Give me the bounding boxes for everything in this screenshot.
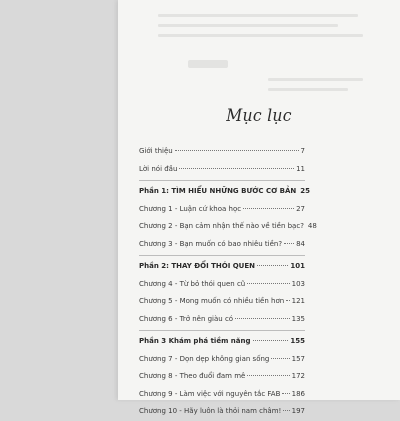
toc-chapter-page: 172 [291, 372, 305, 380]
leader-dots [243, 208, 294, 209]
leader-dots [282, 393, 289, 394]
toc-title: Mục lục [226, 106, 292, 126]
toc-part-label: Phần 3 Khám phá tiềm năng [139, 337, 251, 345]
leader-dots [175, 150, 299, 151]
toc-chapter-label: Chương 1 - Luận cứ khoa học [139, 204, 242, 213]
section-divider [139, 180, 305, 181]
toc-chapter-8[interactable] [139, 368, 305, 386]
leader-dots [247, 283, 289, 284]
toc-chapter-label: Chương 2 - Bạn cảm nhận thế nào về tiền bạc? [139, 222, 304, 230]
toc-chapter-2[interactable] [139, 218, 317, 236]
toc-chapter-page: 186 [291, 389, 305, 398]
toc-chapter-label: Chương 7 - Dọn dẹp không gian sống [139, 354, 270, 363]
toc-chapter-4[interactable] [139, 276, 305, 294]
section-divider [139, 330, 305, 331]
toc-chapter-page: 121 [291, 297, 305, 305]
toc-chapter-page: 48 [307, 222, 317, 230]
toc-entry-page: 11 [296, 164, 305, 173]
leader-dots [283, 410, 289, 411]
toc-entry-label: Lời nói đầu [139, 164, 178, 173]
toc-entry-label: Giới thiệu [139, 147, 173, 155]
toc-part-page: 25 [300, 187, 311, 195]
toc-chapter-page: 27 [296, 204, 305, 213]
toc-entry-page: 7 [300, 147, 305, 155]
toc-chapter-label: Chương 3 - Bạn muốn có bao nhiêu tiền? [139, 239, 283, 248]
toc-chapter-10[interactable] [139, 403, 305, 421]
toc-chapter-page: 197 [291, 407, 305, 415]
toc-chapter-3[interactable] [139, 236, 305, 254]
toc-chapter-label: Chương 9 - Làm việc với nguyên tắc FAB [139, 389, 281, 398]
toc-part-3[interactable] [139, 333, 305, 351]
toc-chapter-1[interactable] [139, 201, 305, 219]
leader-dots [253, 340, 289, 341]
toc-part-page: 101 [290, 262, 305, 270]
leader-dots [284, 243, 294, 244]
toc-entry-foreword[interactable] [139, 161, 305, 179]
toc-chapter-label: Chương 8 - Theo đuổi đam mê [139, 372, 246, 380]
toc-part-page: 155 [290, 337, 305, 345]
toc-chapter-7[interactable] [139, 351, 305, 369]
toc-part-label: Phần 2: THAY ĐỔI THÓI QUEN [139, 262, 256, 270]
toc-chapter-label: Chương 5 - Mong muốn có nhiều tiền hơn [139, 297, 285, 305]
toc-chapter-5[interactable] [139, 293, 305, 311]
toc-chapter-6[interactable] [139, 311, 305, 329]
toc-entry-intro[interactable] [139, 143, 305, 161]
toc-part-2[interactable] [139, 258, 305, 276]
toc-chapter-page: 103 [291, 279, 305, 288]
leader-dots [286, 300, 289, 301]
toc-chapter-9[interactable] [139, 386, 305, 404]
toc-chapter-label: Chương 4 - Từ bỏ thói quen cũ [139, 279, 246, 288]
book-page [118, 0, 400, 415]
toc-part-1[interactable] [139, 183, 311, 201]
leader-dots [257, 265, 288, 266]
table-of-contents [139, 143, 317, 421]
leader-dots [235, 318, 290, 319]
leader-dots [247, 375, 289, 376]
section-divider [139, 255, 305, 256]
toc-chapter-label: Chương 6 - Trở nên giàu có [139, 314, 234, 323]
leader-dots [179, 168, 294, 169]
toc-chapter-label: Chương 10 - Hãy luôn là thỏi nam châm! [139, 407, 282, 415]
show-through-text [118, 0, 400, 96]
toc-part-label: Phần 1: TÌM HIỂU NHỮNG BƯỚC CƠ BẢN [139, 187, 297, 195]
leader-dots [271, 358, 289, 359]
toc-chapter-page: 157 [291, 354, 305, 363]
toc-chapter-page: 84 [296, 239, 305, 248]
toc-chapter-page: 135 [291, 314, 305, 323]
